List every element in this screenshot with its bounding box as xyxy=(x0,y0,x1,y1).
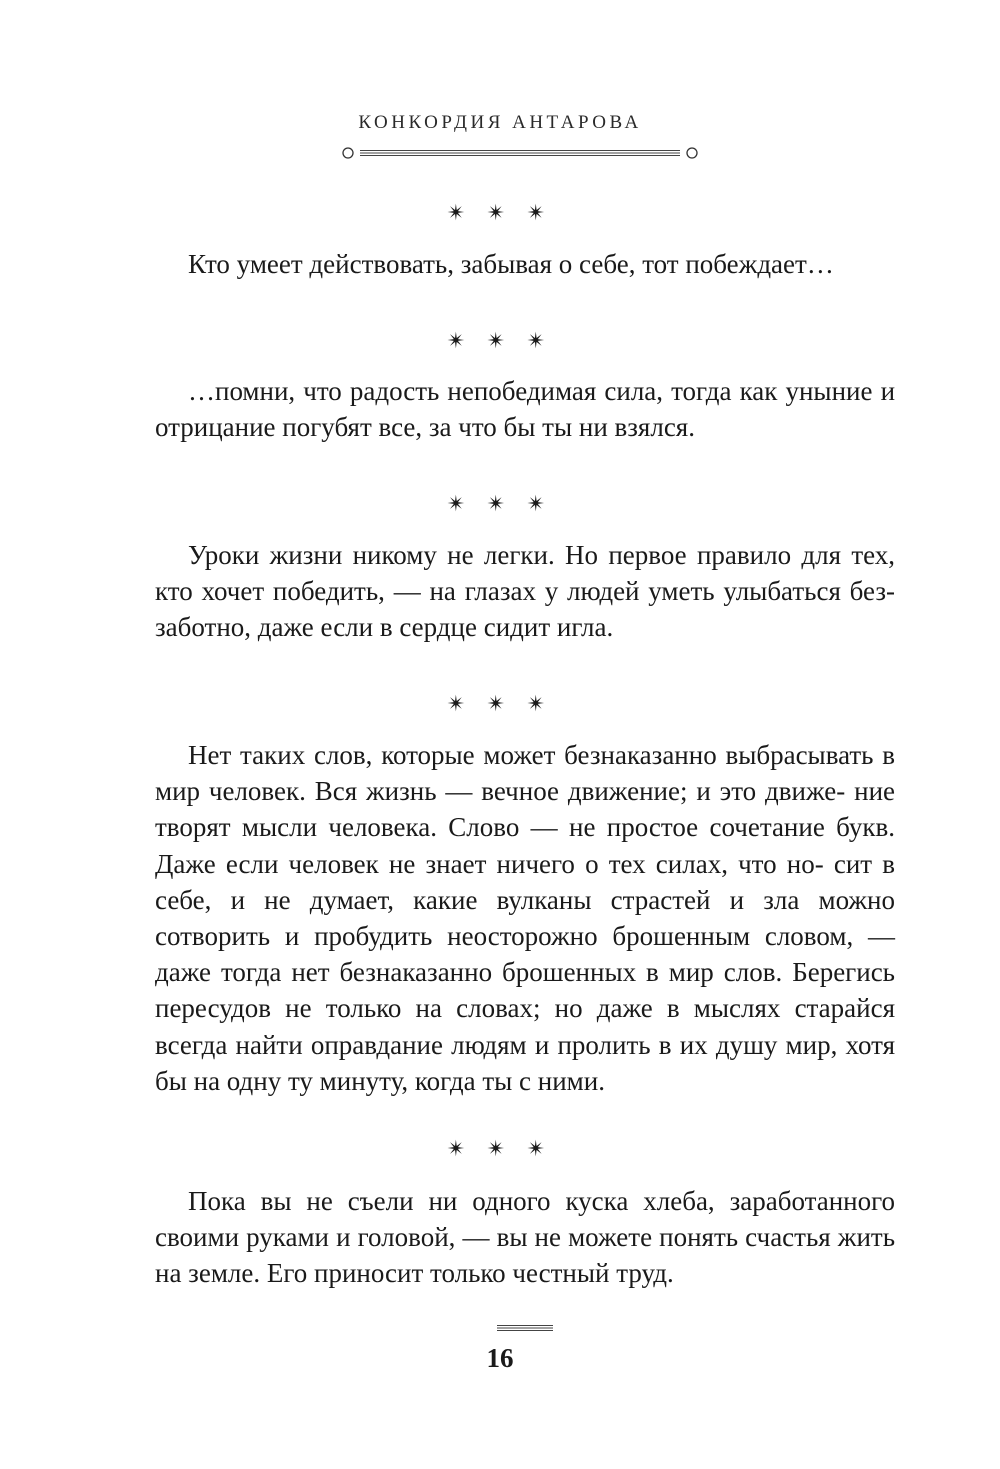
text-line: Нет таких слов, которые может безнаказанно выбрасывать xyxy=(188,740,874,770)
running-head-author: КОНКОРДИЯ АНТАРОВА xyxy=(358,112,642,133)
section-separator: ✴ ✴ ✴ xyxy=(446,691,554,716)
section-separator: ✴ ✴ ✴ xyxy=(446,491,554,516)
text-line: заботно, даже если в сердце сидит игла. xyxy=(155,612,614,643)
text-line: Кто умеет действовать, забывая о себе, тот побеждает… xyxy=(188,249,834,279)
aphorism-paragraph xyxy=(155,246,895,282)
ornament-circle-left xyxy=(343,148,353,158)
section-separator: ✴ ✴ ✴ xyxy=(446,1136,554,1161)
footer-ornament-rule xyxy=(497,1324,553,1332)
section-separator: ✴ ✴ ✴ xyxy=(446,328,554,353)
aphorism-paragraph xyxy=(155,373,895,445)
text-line: сотворить и пробудить неосторожно брошенным словом, — xyxy=(155,921,895,952)
aphorism-paragraph xyxy=(155,737,895,1099)
text-line: хотя бы на одну ту минуту, когда ты с ними. xyxy=(155,1029,896,1096)
text-line: жить на земле. Его приносит только честный труд. xyxy=(155,1222,896,1289)
header-ornament-rule xyxy=(340,146,700,160)
text-line: сит в себе, и не думает, какие вулканы страстей и зла можно xyxy=(155,848,896,915)
page-number: 16 xyxy=(486,1343,514,1373)
text-line: всегда найти оправдание людям и пролить в их душу мир, xyxy=(155,1029,838,1060)
text-line: пересудов не только на словах; но даже в мыслях старайся xyxy=(155,993,895,1024)
section-separator: ✴ ✴ ✴ xyxy=(446,200,554,225)
text-line: своими руками и головой, — вы не можете понять счастья xyxy=(155,1222,831,1253)
text-line: и отрицание погубят все, за что бы ты ни взялся. xyxy=(155,376,896,443)
text-line: Уроки жизни никому не легки. Но первое правило для тех, xyxy=(188,540,895,570)
text-line: даже тогда нет безнаказанно брошенных в мир слов. Берегись xyxy=(155,957,895,988)
text-line: в мир человек. Вся жизнь — вечное движение; и это движе- xyxy=(155,740,896,807)
aphorism-paragraph xyxy=(155,537,895,646)
text-line: …помни, что радость непобедимая сила, тогда как уныние xyxy=(188,376,873,406)
text-line: Пока вы не съели ни одного куска хлеба, заработанного xyxy=(188,1186,895,1216)
text-line: ние творят мысли человека. Слово — не простое сочетание xyxy=(155,776,896,843)
text-line: букв. Даже если человек не знает ничего о тех силах, что но- xyxy=(155,812,895,879)
text-line: кто хочет победить, — на глазах у людей уметь улыбаться без- xyxy=(155,576,895,607)
aphorism-paragraph xyxy=(155,1183,895,1292)
ornament-circle-right xyxy=(687,148,697,158)
